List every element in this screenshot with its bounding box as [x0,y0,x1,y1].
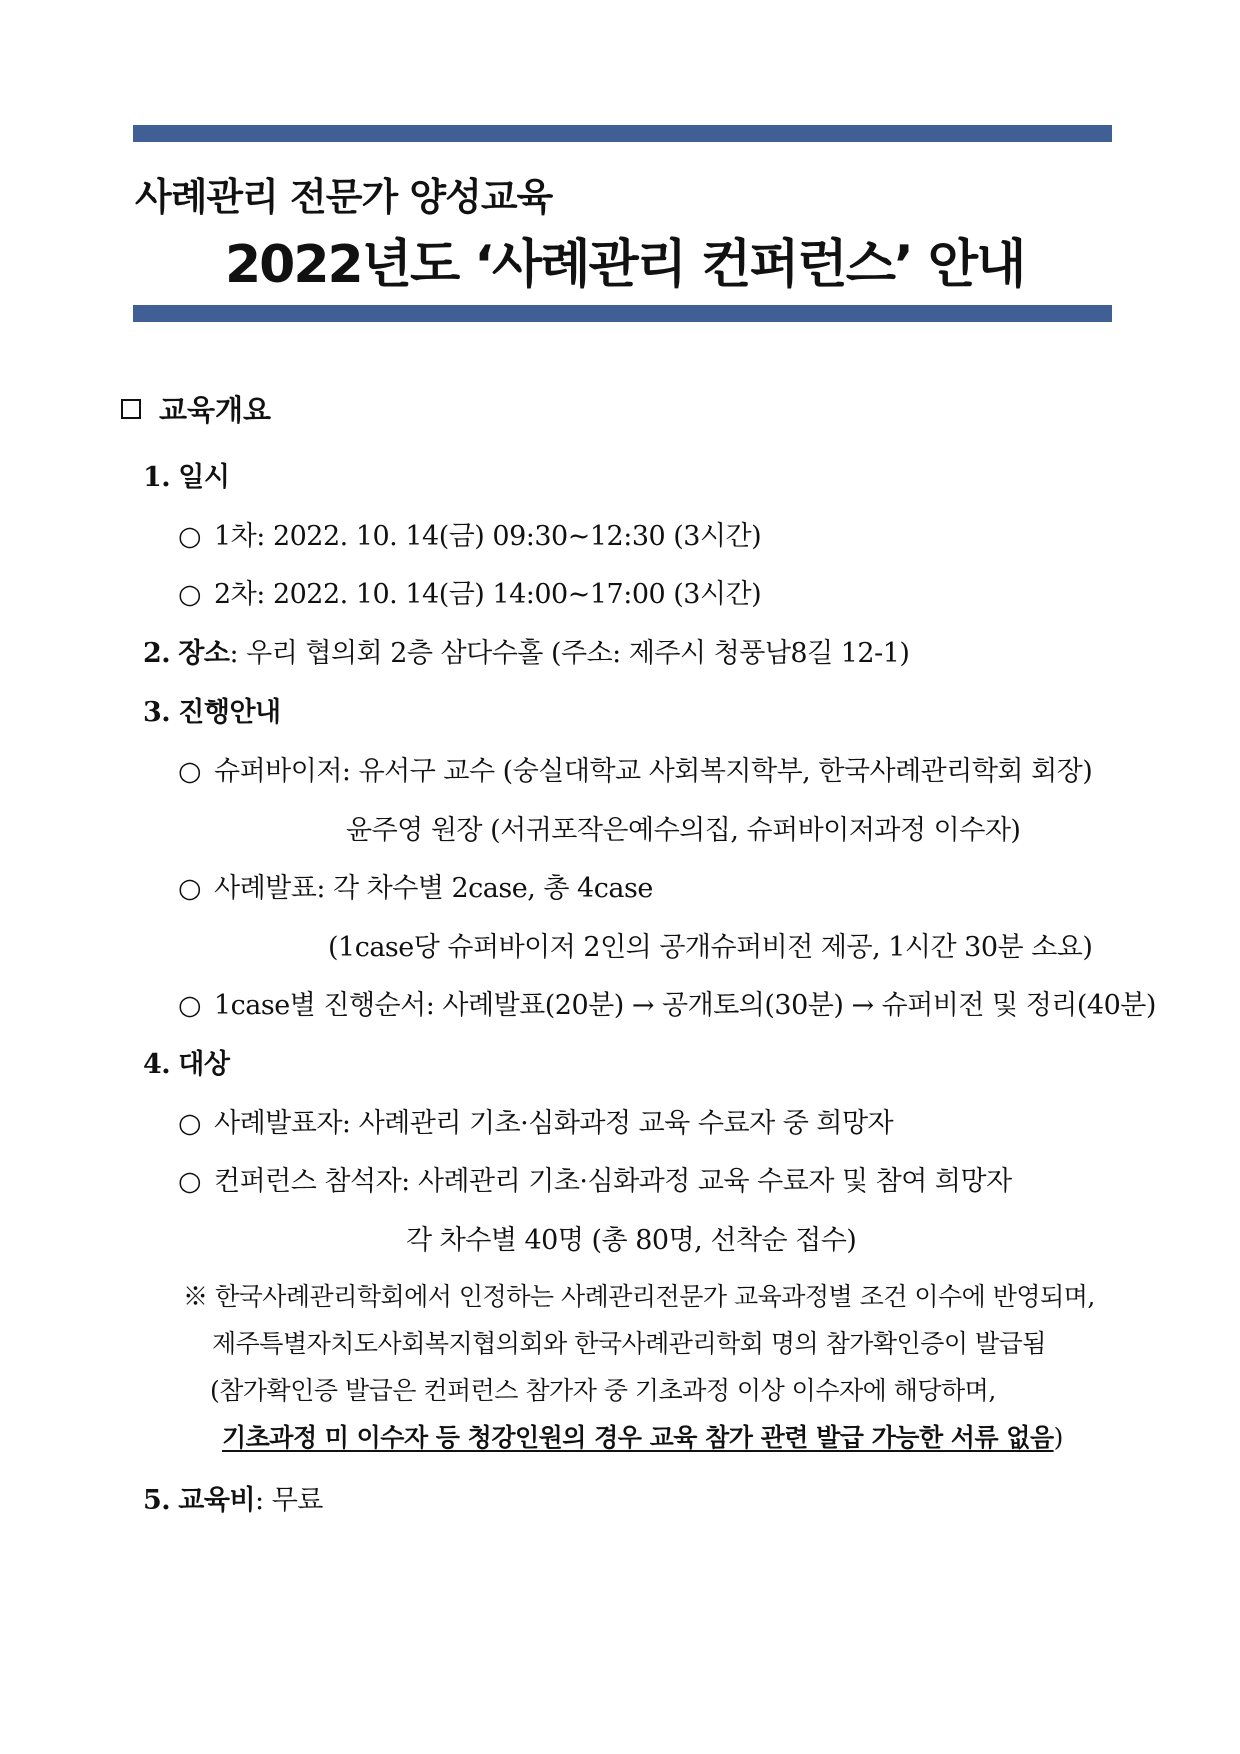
target-attendee-2: 각 차수별 40명 (총 80명, 선착순 접수) [406,1225,857,1256]
circle-bullet-icon: ○ [178,1108,202,1139]
circle-bullet-icon: ○ [178,579,202,610]
note-line-2: 제주특별자치도사회복지협의회와 한국사례관리학회 명의 참가확인증이 발급됨 [212,1329,1046,1358]
checkbox-square-icon [121,399,141,419]
item-place [143,631,909,670]
circle-bullet-icon: ○ [178,873,202,904]
item-title: 교육비 [178,1485,256,1516]
schedule-session-2: 2차: 2022. 10. 14(금) 14:00~17:00 (3시간) [214,579,762,610]
place-text: : 우리 협의회 2층 삼다수홀 (주소: 제주시 청풍남8길 12-1) [229,638,910,669]
note-line-4 [222,1418,1063,1454]
item-title: 진행안내 [178,697,281,728]
header-bottom-rule [133,305,1112,322]
supervisor-line-1: 슈퍼바이저: 유서구 교수 (숭실대학교 사회복지학부, 한국사례관리학회 회장) [214,756,1093,787]
schedule-session-1: 1차: 2022. 10. 14(금) 09:30~12:30 (3시간) [214,521,762,552]
item-title: 대상 [178,1049,230,1080]
item-number: 5. [143,1485,171,1516]
item-number: 3. [143,697,171,728]
header-top-rule [133,125,1112,142]
list-item [178,983,1156,1022]
fee-text: : 무료 [255,1485,323,1516]
item-title: 일시 [178,462,230,493]
item-fee [143,1478,323,1517]
circle-bullet-icon: ○ [178,990,202,1021]
item-title: 장소 [178,638,230,669]
item-schedule-heading [143,455,229,494]
item-target-heading [143,1042,229,1081]
item-number: 4. [143,1049,171,1080]
list-item [178,514,761,553]
target-presenter: 사례발표자: 사례관리 기초·심화과정 교육 수료자 중 희망자 [214,1108,894,1139]
item-progress-heading [143,690,281,729]
list-item [178,749,1092,788]
item-number: 2. [143,638,171,669]
note-close-paren: ) [1053,1423,1063,1452]
note-emphasis: 기초과정 미 이수자 등 청강인원의 경우 교육 참가 관련 발급 가능한 서류 없음 [222,1423,1054,1452]
section-heading-label: 교육개요 [159,393,272,427]
section-heading [121,388,271,429]
note-line-1: ※ 한국사례관리학회에서 인정하는 사례관리전문가 교육과정별 조건 이수에 반영되며, [183,1282,1095,1311]
progress-order: 1case별 진행순서: 사례발표(20분) → 공개토의(30분) → 슈퍼비전 및 정리(40분) [214,990,1156,1021]
list-item [178,572,761,611]
presentation-line-1: 사례발표: 각 차수별 2case, 총 4case [214,873,653,904]
document-title: 2022년도 ‘사례관리 컨퍼런스’ 안내 [225,235,1025,295]
target-attendee-1: 컨퍼런스 참석자: 사례관리 기초·심화과정 교육 수료자 및 참여 희망자 [214,1166,1012,1197]
list-item [178,866,653,905]
note-line-3: (참가확인증 발급은 컨퍼런스 참가자 중 기초과정 이상 이수자에 해당하며, [210,1376,996,1405]
circle-bullet-icon: ○ [178,756,202,787]
list-item [178,1159,1012,1198]
document-subtitle: 사례관리 전문가 양성교육 [135,175,553,219]
presentation-line-2: (1case당 슈퍼바이저 2인의 공개슈퍼비전 제공, 1시간 30분 소요) [328,932,1093,963]
list-item [178,1101,893,1140]
supervisor-line-2: 윤주영 원장 (서귀포작은예수의집, 슈퍼바이저과정 이수자) [346,815,1021,846]
circle-bullet-icon: ○ [178,521,202,552]
circle-bullet-icon: ○ [178,1166,202,1197]
item-number: 1. [143,462,171,493]
